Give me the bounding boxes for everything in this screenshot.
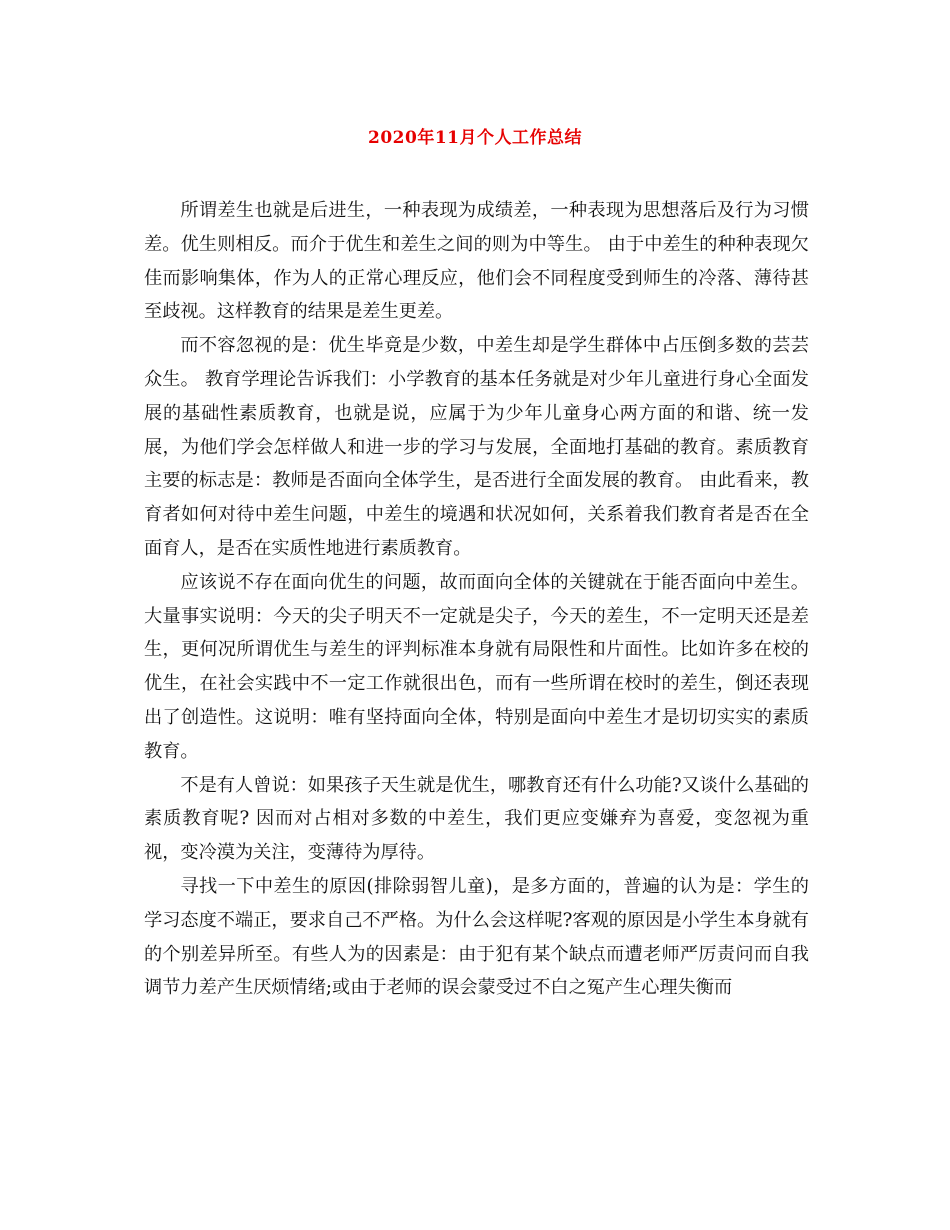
paragraph-1: 所谓差生也就是后进生，一种表现为成绩差，一种表现为思想落后及行为习惯差。优生则相反。而介于优生和差生之间的则为中等生。 由于中差生的种种表现欠佳而影响集体，作为人的正常心理反应，他们会不同程度受到师生的冷落、薄待甚至歧视。这样教育的结果是差生更差。 [144, 200, 809, 323]
document-title: 2020年11月个人工作总结 [368, 128, 582, 148]
paragraph-4: 不是有人曾说：如果孩子天生就是优生，哪教育还有什么功能?又谈什么基础的素质教育呢? 因而对占相对多数的中差生，我们更应变嫌弃为喜爱，变忽视为重视，变冷漠为关注，变薄待为厚待。 [144, 774, 809, 864]
paragraph-2: 而不容忽视的是：优生毕竟是少数，中差生却是学生群体中占压倒多数的芸芸众生。 教育学理论告诉我们：小学教育的基本任务就是对少年儿童进行身心全面发展的基础性素质教育，也就是说，应属于为少年儿童身心两方面的和谐、统一发展，为他们学会怎样做人和进一步的学习与发展，全面地打基础的教育。素质教育主要的标志是：教师是否面向全体学生，是否进行全面发展的教育。 由此看来，教育者如何对待中差生问题，中差生的境遇和状况如何，关系着我们教育者是否在全面育人，是否在实质性地进行素质教育。 [144, 335, 809, 559]
document-body [144, 194, 809, 1005]
paragraph-5: 寻找一下中差生的原因(排除弱智儿童)，是多方面的，普遍的认为是：学生的学习态度不端正，要求自己不严格。为什么会这样呢?客观的原因是小学生本身就有的个别差异所至。有些人为的因素是：由于犯有某个缺点而遭老师严厉责问而自我调节力差产生厌烦情绪;或由于老师的误会蒙受过不白之冤产生心理失衡而 [144, 875, 809, 999]
paragraph-3: 应该说不存在面向优生的问题，故而面向全体的关键就在于能否面向中差生。大量事实说明：今天的尖子明天不一定就是尖子，今天的差生，不一定明天还是差生，更何况所谓优生与差生的评判标准本身就有局限性和片面性。比如许多在校的优生，在社会实践中不一定工作就很出色，而有一些所谓在校时的差生，倒还表现出了创造性。这说明：唯有坚持面向全体，特别是面向中差生才是切切实实的素质教育。 [144, 571, 809, 762]
